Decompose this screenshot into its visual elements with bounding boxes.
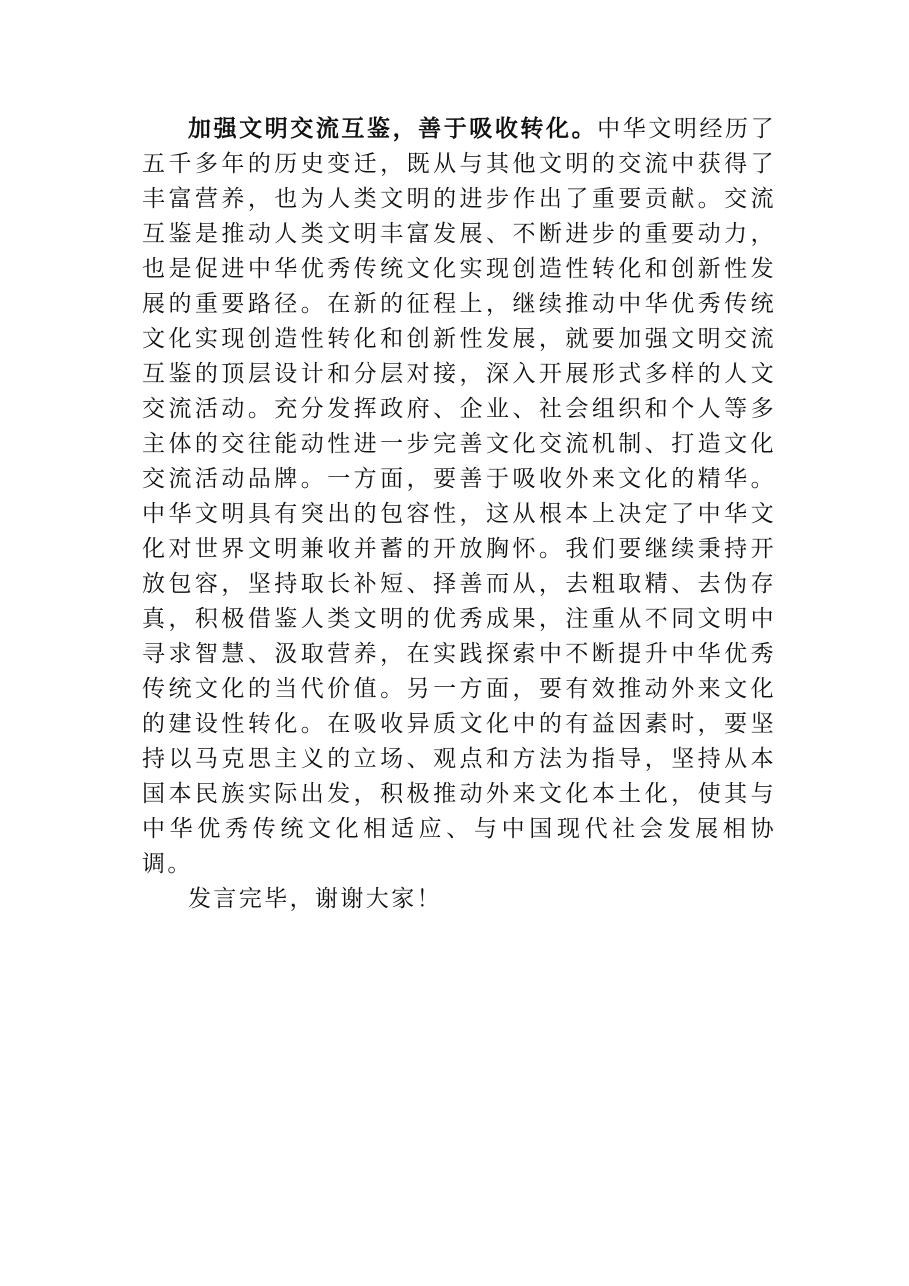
document-body bbox=[142, 112, 776, 917]
closing-remark: 发言完毕，谢谢大家！ bbox=[188, 886, 442, 912]
main-paragraph bbox=[142, 112, 776, 882]
paragraph-lead-heading: 加强文明交流互鉴，善于吸收转化。 bbox=[188, 116, 598, 142]
paragraph-body-text: 中华文明经历了五千多年的历史变迁，既从与其他文明的交流中获得了丰富营养，也为人类文明的进步作出了重要贡献。交流互鉴是推动人类文明丰富发展、不断进步的重要动力，也是促进中华优秀传统文化实现创造性转化和创新性发展的重要路径。在新的征程上，继续推动中华优秀传统文化实现创造性转化和创新性发展，就要加强文明交流互鉴的顶层设计和分层对接，深入开展形式多样的人文交流活动。充分发挥政府、企业、社会组织和个人等多主体的交往能动性进一步完善文化交流机制、打造文化交流活动品牌。一方面，要善于吸收外来文化的精华。中华文明具有突出的包容性，这从根本上决定了中华文化对世界文明兼收并蓄的开放胸怀。我们要继续秉持开放包容，坚持取长补短、择善而从，去粗取精、去伪存真，积极借鉴人类文明的优秀成果，注重从不同文明中寻求智慧、汲取营养，在实践探索中不断提升中华优秀传统文化的当代价值。另一方面，要有效推动外来文化的建设性转化。在吸收异质文化中的有益因素时，要坚持以马克思主义的立场、观点和方法为指导，坚持从本国本民族实际出发，积极推动外来文化本土化，使其与中华优秀传统文化相适应、与中国现代社会发展相协调。 bbox=[142, 116, 776, 877]
